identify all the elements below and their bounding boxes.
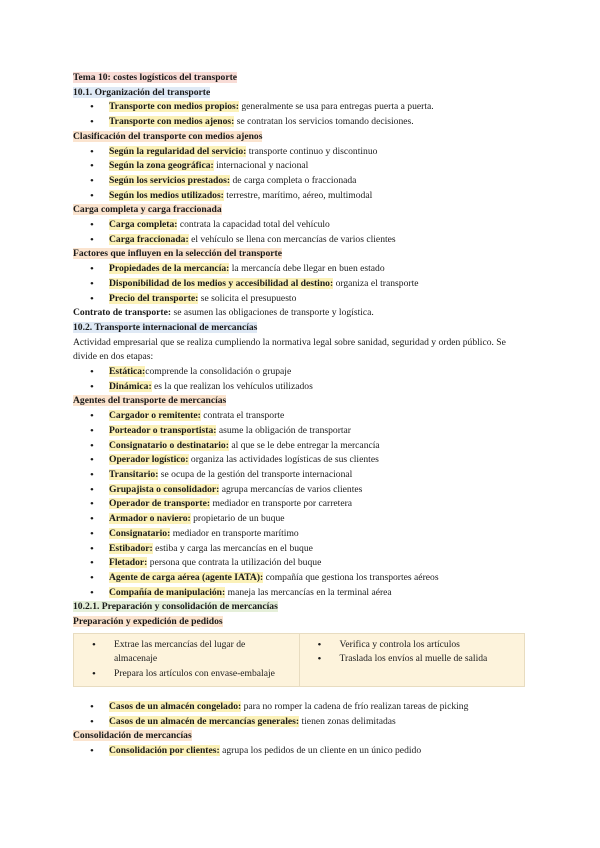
- list-item: • Transitario: se ocupa de la gestión del transporte internacional: [73, 468, 540, 483]
- list-item: • Carga completa: contrata la capacidad total del vehículo: [73, 218, 540, 233]
- list-item: • Fletador: persona que contrata la utilización del buque: [73, 556, 540, 571]
- list-item: • Operador logístico: organiza las actividades logísticas de sus clientes: [73, 453, 540, 468]
- subheading-clasificacion: Clasificación del transporte con medios ajenos: [73, 130, 263, 142]
- section-heading-10-2: 10.2. Transporte internacional de mercancías: [73, 321, 258, 333]
- document-title: [73, 71, 540, 86]
- preparacion-table: [73, 633, 525, 687]
- preparacion-table-right-cell: [299, 634, 525, 686]
- list-item: • Propiedades de la mercancía: la mercancía debe llegar en buen estado: [73, 262, 540, 277]
- list-item: • Disponibilidad de los medios y accesibilidad al destino: organiza el transporte: [73, 277, 540, 292]
- list-item: • Estática:comprende la consolidación o grupaje: [73, 365, 540, 380]
- subheading-carga: Carga completa y carga fraccionada: [73, 204, 222, 216]
- etapas-list: [73, 365, 540, 394]
- list-item: • Armador o naviero: propietario de un buque: [73, 512, 540, 527]
- list-item: • Prepara los artículos con envase-embalaje: [74, 667, 295, 682]
- clasificacion-list: [73, 145, 540, 204]
- list-item: • Transporte con medios ajenos: se contratan los servicios tomando decisiones.: [73, 115, 540, 130]
- list-item: • Según los medios utilizados: terrestre, marítimo, aéreo, multimodal: [73, 189, 540, 204]
- carga-list: [73, 218, 540, 247]
- subheading-agentes: Agentes del transporte de mercancías: [73, 395, 227, 407]
- list-item: • Dinámica: es la que realizan los vehículos utilizados: [73, 380, 540, 395]
- preparacion-table-left-cell: [74, 634, 299, 686]
- list-item: • Transporte con medios propios: generalmente se usa para entregas puerta a puerta.: [73, 100, 540, 115]
- spacer: [73, 691, 540, 700]
- contrato-line: Contrato de transporte: se asumen las obligaciones de transporte y logística.: [73, 307, 374, 319]
- list-item: • Consignatario o destinatario: al que se le debe entregar la mercancía: [73, 439, 540, 454]
- agentes-list: [73, 409, 540, 600]
- list-item: • Operador de transporte: mediador en transporte por carretera: [73, 497, 540, 512]
- list-item: • Según los servicios prestados: de carga completa o fraccionada: [73, 174, 540, 189]
- subheading-preparacion: Preparación y expedición de pedidos: [73, 616, 223, 628]
- list-item: • Casos de un almacén de mercancías generales: tienen zonas delimitadas: [73, 715, 540, 730]
- section-heading-10-2-1: 10.2.1. Preparación y consolidación de mercancías: [73, 601, 278, 613]
- subheading-consolidacion: Consolidación de mercancías: [73, 730, 192, 742]
- list-item: • Consignatario: mediador en transporte marítimo: [73, 527, 540, 542]
- section-10-2-paragraph: Actividad empresarial que se realiza cumpliendo la normativa legal sobre sanidad, seguridad y orden público. Se divide en dos etapas:: [73, 336, 506, 363]
- preparacion-right-list: [300, 638, 521, 667]
- list-item: • Consolidación por clientes: agrupa los pedidos de un cliente en un único pedido: [73, 744, 540, 759]
- list-item: • Precio del transporte: se solicita el presupuesto: [73, 292, 540, 307]
- section-heading-10-1: 10.1. Organización del transporte: [73, 86, 211, 98]
- medios-list: [73, 100, 540, 129]
- list-item: • Traslada los envíos al muelle de salida: [300, 652, 521, 667]
- list-item: • Según la zona geográfica: internacional y nacional: [73, 159, 540, 174]
- consolidacion-list: [73, 744, 540, 759]
- casos-list: [73, 700, 540, 729]
- factores-list: [73, 262, 540, 306]
- list-item: • Porteador o transportista: asume la obligación de transportar: [73, 424, 540, 439]
- subheading-factores: Factores que influyen en la selección del transporte: [73, 248, 282, 260]
- list-item: • Casos de un almacén congelado: para no romper la cadena de frío realizan tareas de picking: [73, 700, 540, 715]
- list-item: • Estibador: estiba y carga las mercancías en el buque: [73, 542, 540, 557]
- list-item: • Verifica y controla los artículos: [300, 638, 521, 653]
- preparacion-left-list: [74, 638, 295, 682]
- title-text: Tema 10: costes logísticos del transporte: [73, 72, 238, 83]
- list-item: • Extrae las mercancías del lugar de almacenaje: [74, 638, 295, 667]
- list-item: • Grupajista o consolidador: agrupa mercancías de varios clientes: [73, 483, 540, 498]
- list-item: • Agente de carga aérea (agente IATA): compañía que gestiona los transportes aéreos: [73, 571, 540, 586]
- list-item: • Según la regularidad del servicio: transporte continuo y discontinuo: [73, 145, 540, 160]
- list-item: • Compañía de manipulación: maneja las mercancías en la terminal aérea: [73, 586, 540, 601]
- list-item: • Carga fraccionada: el vehículo se llena con mercancías de varios clientes: [73, 233, 540, 248]
- list-item: • Cargador o remitente: contrata el transporte: [73, 409, 540, 424]
